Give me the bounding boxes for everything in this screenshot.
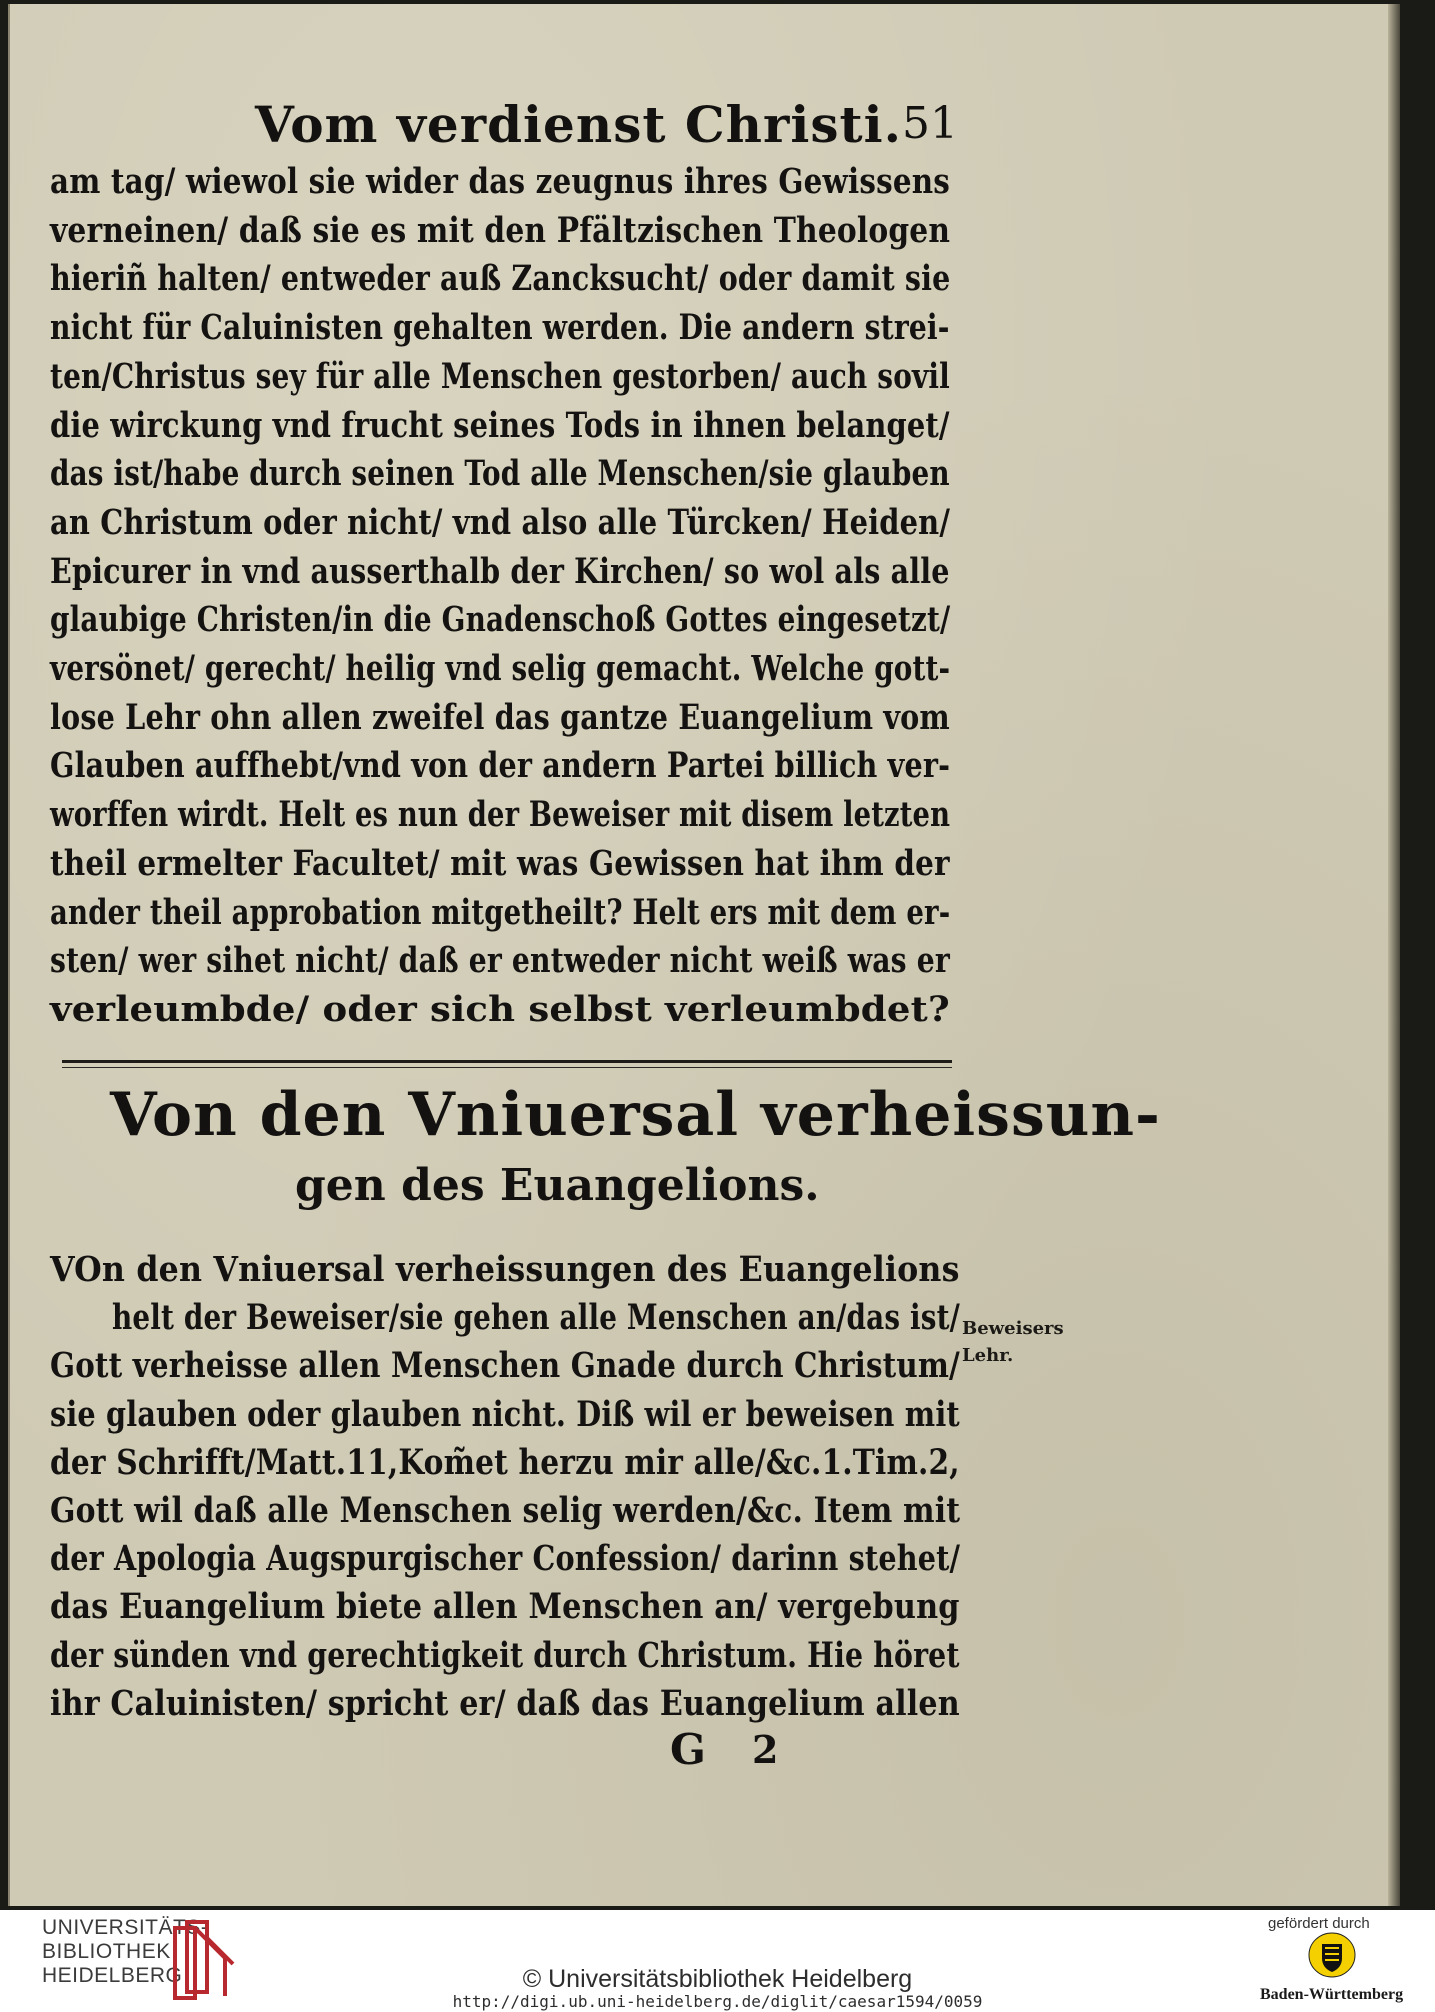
copyright-notice: © Universitätsbibliothek Heidelberg xyxy=(522,1965,913,1993)
text-line: nicht für Caluinisten gehalten werden. Die andern strei- xyxy=(50,308,950,349)
library-name-line-3: HEIDELBERG xyxy=(42,1964,183,1987)
funded-by-label: gefördert durch xyxy=(1268,1915,1370,1932)
text-line: glaubige Christen/in die Gnadenschoß Gottes eingesetzt/ xyxy=(50,600,951,641)
library-name-line-1: UNIVERSITÄTS- xyxy=(42,1916,209,1939)
text-line: das ist/habe durch seinen Tod alle Menschen/sie glauben xyxy=(50,454,950,495)
state-name: Baden-Württemberg xyxy=(1260,1986,1404,2003)
page-edge xyxy=(1388,4,1400,1906)
text-line: ihr Caluinisten/ spricht er/ daß das Euangelium allen xyxy=(50,1683,960,1724)
section-heading-line-1: Von den Vniuersal verheissun- xyxy=(110,1080,1161,1150)
text-line: worffen wirdt. Helt es nun der Beweiser mit disem letzten xyxy=(50,795,951,836)
running-header-title: Vom verdienst Christi. xyxy=(255,95,902,154)
text-line: Epicurer in vnd ausserthalb der Kirchen/ so wol als alle xyxy=(50,551,950,592)
margin-note-line-2: Lehr. xyxy=(962,1345,1014,1366)
text-line: der sünden vnd gerechtigkeit durch Christum. Hie höret xyxy=(50,1635,960,1676)
signature-mark: G xyxy=(670,1725,706,1774)
text-line: am tag/ wiewol sie wider das zeugnus ihres Gewissens xyxy=(50,162,950,202)
text-line: theil ermelter Facultet/ mit was Gewissen hat ihm der xyxy=(50,843,950,884)
text-line: VOn den Vniuersal verheissungen des Euangelions xyxy=(50,1250,960,1290)
text-line: verleumbde/ oder sich selbst verleumbdet? xyxy=(50,989,950,1030)
text-line: versönet/ gerecht/ heilig vnd selig gemacht. Welche gott- xyxy=(50,649,951,689)
text-line: sie glauben oder glauben nicht. Diß wil er beweisen mit xyxy=(50,1394,960,1435)
text-line: ten/Christus sey für alle Menschen gestorben/ auch sovil xyxy=(50,356,950,397)
text-line: das Euangelium biete allen Menschen an/ vergebung xyxy=(50,1587,960,1628)
margin-note-line-1: Beweisers xyxy=(962,1318,1064,1339)
text-line: Gott verheisse allen Menschen Gnade durch Christum/ xyxy=(50,1346,960,1387)
signature-number: 2 xyxy=(752,1727,779,1772)
section-divider-rule xyxy=(62,1060,952,1063)
text-line: ander theil approbation mitgetheilt? Helt ers mit dem er- xyxy=(50,892,951,933)
library-name-line-2: BIBLIOTHEK xyxy=(42,1940,171,1963)
text-line: an Christum oder nicht/ vnd also alle Türcken/ Heiden/ xyxy=(50,502,951,543)
text-line: verneinen/ daß sie es mit den Pfältzischen Theologen xyxy=(50,210,951,251)
page-number: 51 xyxy=(902,98,958,149)
state-coat-of-arms-icon[interactable] xyxy=(1308,1932,1356,1978)
text-line: der Schrifft/Matt.11,Kom̃et herzu mir alle/&c.1.Tim.2, xyxy=(50,1442,960,1483)
text-line: sten/ wer sihet nicht/ daß er entweder nicht weiß was er xyxy=(50,941,950,982)
text-line: lose Lehr ohn allen zweifel das gantze Euangelium vom xyxy=(50,697,950,738)
text-line: der Apologia Augspurgischer Confession/ darinn stehet/ xyxy=(50,1539,961,1580)
text-line: Glauben auffhebt/vnd von der andern Partei billich ver- xyxy=(50,746,951,787)
section-heading-line-2: gen des Euangelions. xyxy=(295,1160,820,1211)
text-line: die wirckung vnd frucht seines Tods in ihnen belanget/ xyxy=(50,405,950,446)
text-line: hieriñ halten/ entweder auß Zancksucht/ oder damit sie xyxy=(50,259,951,300)
text-line: Gott wil daß alle Menschen selig werden/&c. Item mit xyxy=(50,1491,961,1531)
text-line: helt der Beweiser/sie gehen alle Menschen an/das ist/ xyxy=(112,1298,960,1339)
page-permalink[interactable]: http://digi.ub.uni-heidelberg.de/diglit/caesar1594/0059 xyxy=(452,1992,983,2011)
